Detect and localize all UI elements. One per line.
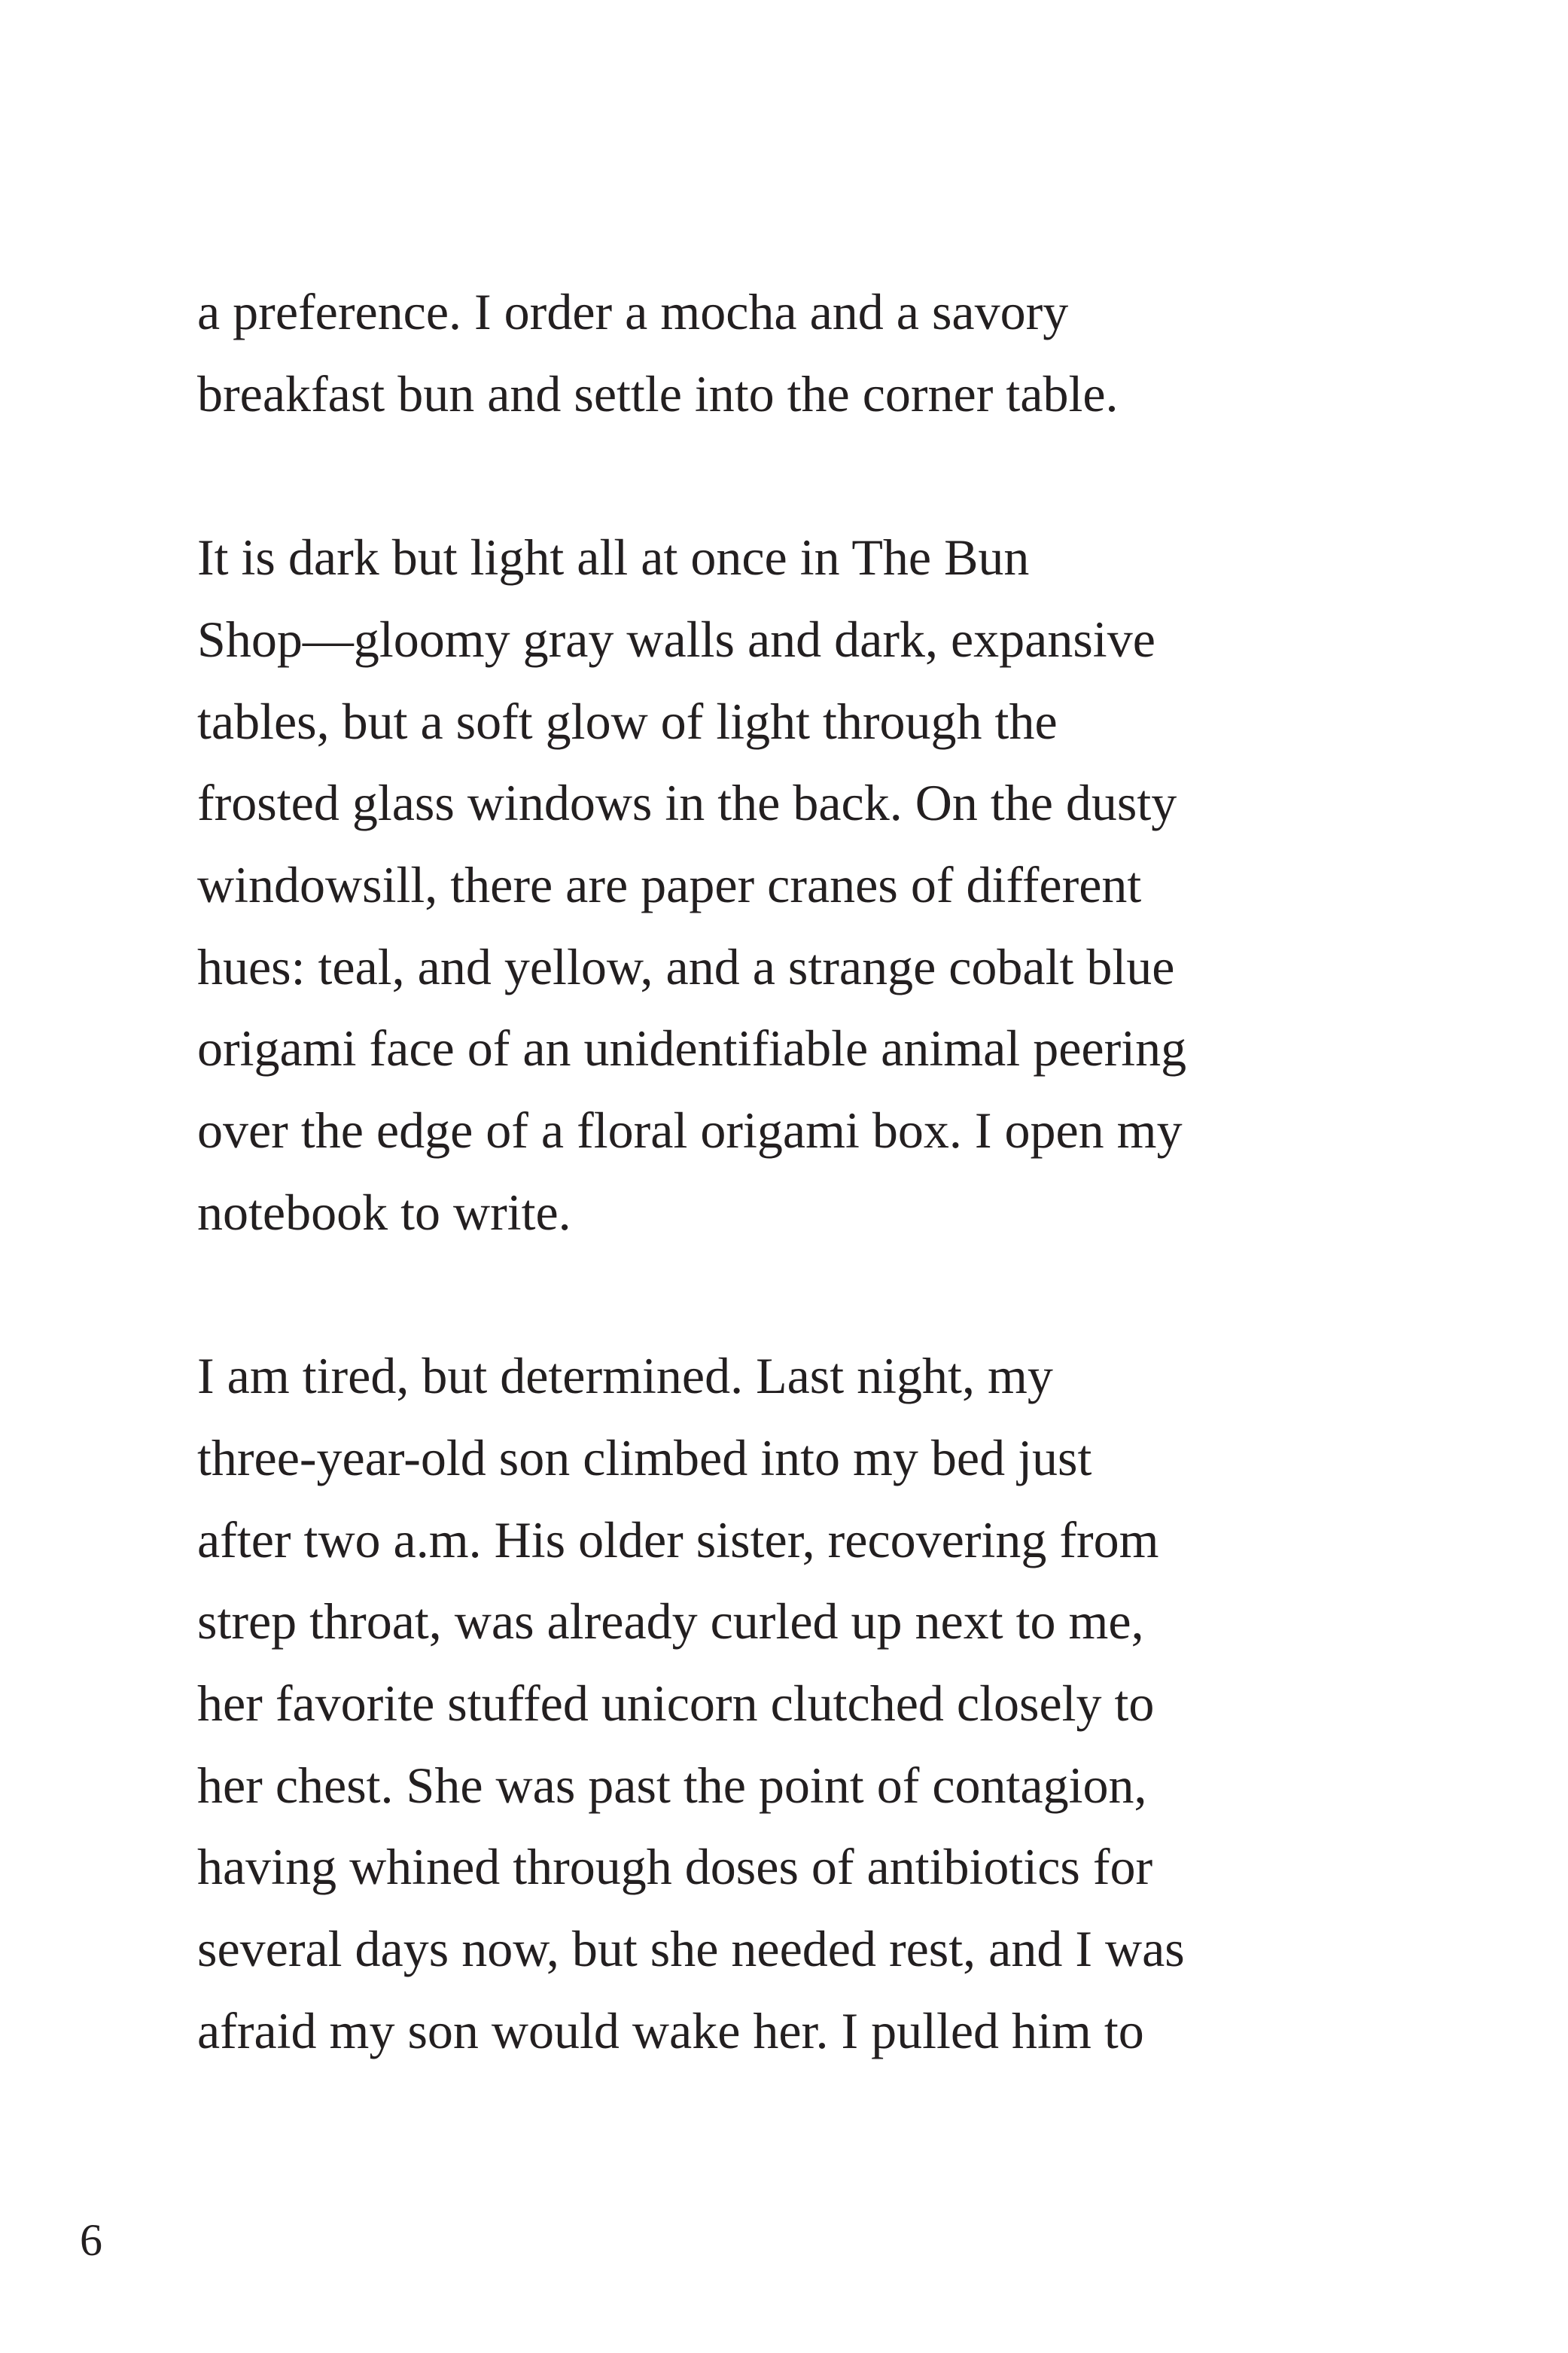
text-line: frosted glass windows in the back. On the dusty bbox=[197, 774, 1177, 832]
text-line: her favorite stuffed unicorn clutched closely to bbox=[197, 1674, 1155, 1732]
body-text bbox=[197, 271, 1477, 2153]
text-line: Shop—gloomy gray walls and dark, expansive bbox=[197, 610, 1155, 668]
text-line: several days now, but she needed rest, and I was bbox=[197, 1920, 1185, 1978]
text-line: breakfast bun and settle into the corner table. bbox=[197, 364, 1119, 422]
text-line: after two a.m. His older sister, recovering from bbox=[197, 1510, 1159, 1568]
text-line: origami face of an unidentifiable animal peering bbox=[197, 1020, 1187, 1077]
paragraph bbox=[197, 517, 1477, 1253]
text-line: tables, but a soft glow of light through the bbox=[197, 692, 1058, 750]
text-line: It is dark but light all at once in The Bun bbox=[197, 529, 1030, 587]
text-line: having whined through doses of antibiotics for bbox=[197, 1838, 1153, 1896]
text-line: over the edge of a floral origami box. I open my bbox=[197, 1102, 1183, 1160]
text-line: three-year-old son climbed into my bed just bbox=[197, 1428, 1092, 1486]
paragraph bbox=[197, 1335, 1477, 2071]
text-line: windowsill, there are paper cranes of different bbox=[197, 855, 1142, 913]
paragraph bbox=[197, 271, 1477, 434]
text-line: hues: teal, and yellow, and a strange cobalt blue bbox=[197, 937, 1175, 995]
text-line: strep throat, was already curled up next to me, bbox=[197, 1593, 1144, 1650]
text-line: a preference. I order a mocha and a savory bbox=[197, 283, 1069, 340]
text-line: I am tired, but determined. Last night, my bbox=[197, 1347, 1053, 1405]
text-line: her chest. She was past the point of contagion, bbox=[197, 1756, 1147, 1814]
text-line: afraid my son would wake her. I pulled him to bbox=[197, 2001, 1144, 2059]
text-line: notebook to write. bbox=[197, 1183, 571, 1241]
page-number: 6 bbox=[80, 2215, 102, 2265]
